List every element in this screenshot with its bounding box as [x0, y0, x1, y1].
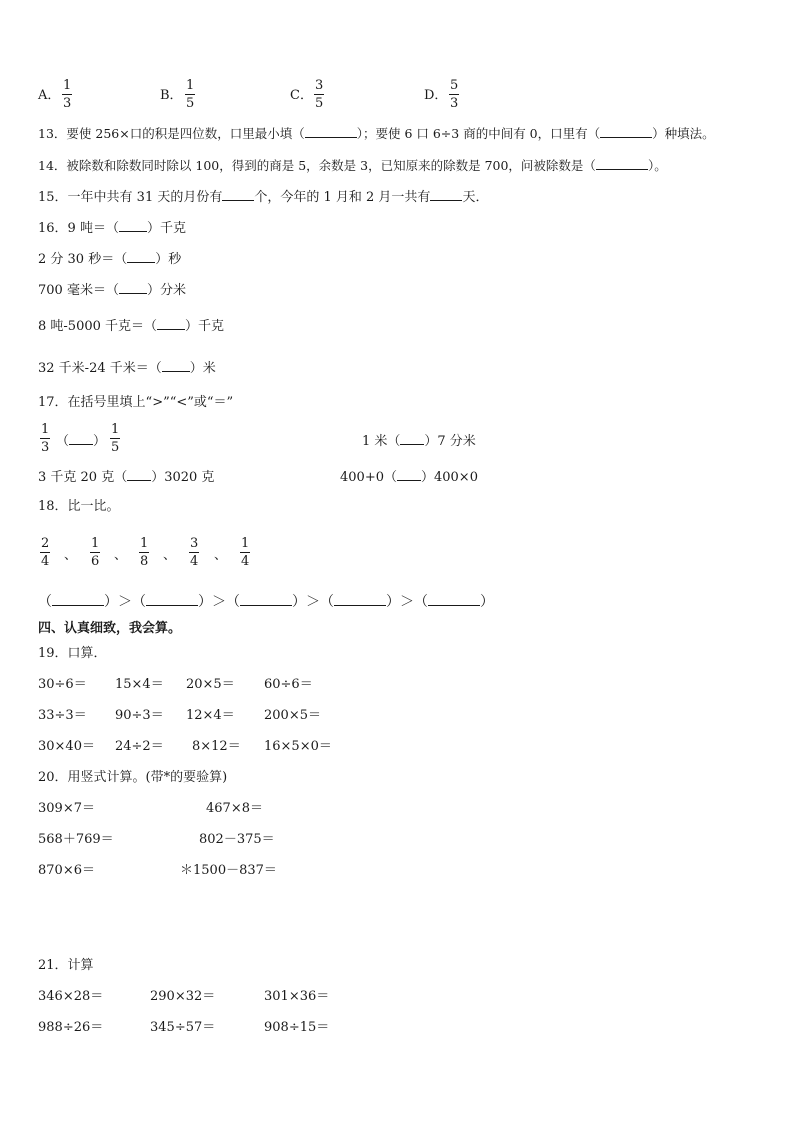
q20-title: 20．用竖式计算。(带*的要验算)	[38, 770, 228, 785]
q18-title: 18．比一比。	[38, 499, 120, 514]
q13-text-b: ）；要使 6 口 6÷3 商的中间有 0，口里有（	[356, 126, 601, 141]
greater-than: ＞	[306, 594, 320, 610]
question-15	[38, 188, 488, 206]
q19-item: 12×4＝	[186, 708, 235, 723]
q18-separator: 、	[114, 548, 128, 563]
q18-fraction-5	[240, 536, 250, 569]
q21-item: 345÷57＝	[150, 1020, 216, 1035]
q16-blank-4[interactable]	[157, 317, 185, 330]
numerator: 1	[41, 422, 50, 437]
q17-r2a-unit: ）3020 克	[151, 470, 215, 485]
q19-item: 90÷3＝	[115, 708, 164, 723]
q17-r2b-unit: ）400×0	[420, 470, 478, 485]
q13-text-c: ）种填法。	[652, 126, 715, 141]
paren-close: ）	[104, 594, 118, 610]
q17-r1b-text: 1 米（	[362, 434, 401, 449]
q21-item: 301×36＝	[264, 989, 330, 1004]
q16-l5-text: 32 千米-24 千米＝（	[38, 361, 162, 376]
q17-fraction-1	[40, 422, 50, 455]
q21-item: 346×28＝	[38, 989, 104, 1004]
paren-close: ）	[386, 594, 400, 610]
option-d-label: D．	[424, 88, 448, 103]
paren-close: ）	[292, 594, 306, 610]
q20-item: ＊1500－837＝	[180, 863, 277, 878]
numerator: 1	[241, 536, 250, 551]
option-d-fraction	[449, 78, 459, 111]
q20-item: 309×7＝	[38, 801, 95, 816]
q17-fraction-2	[110, 422, 120, 455]
q19-item: 24÷2＝	[115, 739, 164, 754]
q14-text-a: 14．被除数和除数同时除以 100，得到的商是 5，余数是 3，已知原来的除数是 700，问被除数是（	[38, 158, 596, 173]
q19-item: 60÷6＝	[264, 677, 313, 692]
q16-blank-2[interactable]	[127, 250, 155, 263]
q20-item: 467×8＝	[206, 801, 263, 816]
denominator: 8	[140, 554, 149, 569]
paren-open: （	[132, 594, 146, 610]
paren-open: （	[38, 594, 52, 610]
q18-separator: 、	[214, 548, 228, 563]
q17-compare-4	[340, 468, 478, 486]
q19-title: 19．口算．	[38, 646, 107, 661]
q16-l3-unit: ）分米	[146, 283, 186, 298]
denominator: 3	[450, 96, 459, 111]
option-c-label: C．	[290, 88, 313, 103]
denominator: 4	[241, 554, 250, 569]
q20-item: 568＋769＝	[38, 832, 114, 847]
q19-item: 15×4＝	[115, 677, 164, 692]
paren-open: （	[414, 594, 428, 610]
q21-item: 908÷15＝	[264, 1020, 330, 1035]
paren-close: ）	[93, 434, 107, 449]
q16-l5-unit: ）米	[189, 361, 216, 376]
q16-line-2	[38, 250, 181, 268]
paren-close: ）	[198, 594, 212, 610]
q15-blank-2[interactable]	[430, 188, 462, 201]
greater-than: ＞	[400, 594, 414, 610]
section-heading: 四、认真细致，我会算。	[38, 621, 182, 636]
q17-blank-3[interactable]	[127, 468, 151, 481]
q18-fraction-1	[40, 536, 50, 569]
denominator: 5	[315, 96, 324, 111]
numerator: 3	[190, 536, 199, 551]
q13-text-a: 13．要使 256×口的积是四位数，口里最小填（	[38, 126, 305, 141]
q16-l1-unit: ）千克	[146, 221, 186, 236]
denominator: 5	[111, 440, 120, 455]
question-13	[38, 125, 715, 142]
numerator: 3	[315, 78, 324, 93]
q20-item: 870×6＝	[38, 863, 95, 878]
q15-text-a: 15．一年中共有 31 天的月份有	[38, 190, 223, 205]
q16-l2-unit: ）秒	[155, 252, 182, 267]
paren-open: （	[320, 594, 334, 610]
q17-title: 17．在括号里填上“>”“<”或“＝”	[38, 395, 234, 410]
q17-r2b-text: 400+0（	[340, 470, 397, 485]
q16-line-3	[38, 281, 186, 299]
q17-compare-3	[38, 468, 214, 486]
q19-item: 200×5＝	[264, 708, 321, 723]
q19-item: 20×5＝	[186, 677, 235, 692]
q21-title: 21．计算	[38, 958, 94, 973]
q17-compare-1	[56, 432, 106, 450]
q15-text-c: 天．	[462, 190, 489, 205]
numerator: 1	[63, 78, 72, 93]
q18-order-row	[38, 593, 494, 610]
q18-separator: 、	[64, 548, 78, 563]
q16-l2-text: 2 分 30 秒＝（	[38, 252, 128, 267]
q17-r1b-unit: ）7 分米	[424, 434, 476, 449]
numerator: 1	[91, 536, 100, 551]
paren-open: （	[226, 594, 240, 610]
q17-blank-2[interactable]	[400, 432, 424, 445]
q16-l4-text: 8 吨-5000 千克＝（	[38, 319, 158, 334]
q15-blank-1[interactable]	[222, 188, 254, 201]
numerator: 1	[140, 536, 149, 551]
q16-line-1	[38, 219, 186, 237]
denominator: 4	[190, 554, 199, 569]
q18-separator: 、	[163, 548, 177, 563]
q19-item: 8×12＝	[192, 739, 241, 754]
numerator: 5	[450, 78, 459, 93]
denominator: 3	[63, 96, 72, 111]
q19-item: 33÷3＝	[38, 708, 87, 723]
q14-text-b: ）。	[647, 158, 667, 173]
denominator: 5	[186, 96, 195, 111]
q18-blank-4[interactable]	[334, 593, 386, 606]
numerator: 2	[41, 536, 50, 551]
q16-l3-text: 700 毫米＝（	[38, 283, 119, 298]
q18-fraction-4	[189, 536, 199, 569]
q16-l1-text: 16．9 吨＝（	[38, 221, 119, 236]
option-b-fraction	[185, 78, 195, 111]
q17-r2a-text: 3 千克 20 克（	[38, 470, 128, 485]
q18-blank-3[interactable]	[240, 593, 292, 606]
q18-blank-5[interactable]	[428, 593, 480, 606]
denominator: 3	[41, 440, 50, 455]
q16-blank-5[interactable]	[162, 359, 190, 372]
q17-blank-4[interactable]	[397, 468, 421, 481]
option-a-label: A．	[38, 88, 61, 103]
q16-blank-3[interactable]	[119, 281, 147, 294]
q21-item: 988÷26＝	[38, 1020, 104, 1035]
q20-item: 802－375＝	[199, 832, 275, 847]
question-14	[38, 157, 667, 174]
paren-open: （	[56, 434, 70, 449]
q21-item: 290×32＝	[150, 989, 216, 1004]
option-a-fraction	[62, 78, 72, 111]
q17-compare-2	[362, 432, 476, 450]
paren-close: ）	[480, 594, 494, 610]
q16-l4-unit: ）千克	[185, 319, 225, 334]
q16-line-4	[38, 317, 224, 335]
option-b-label: B．	[160, 88, 183, 103]
q18-blank-1[interactable]	[52, 593, 104, 606]
q18-blank-2[interactable]	[146, 593, 198, 606]
q19-item: 30×40＝	[38, 739, 95, 754]
q18-fraction-2	[90, 536, 100, 569]
greater-than: ＞	[212, 594, 226, 610]
q16-line-5	[38, 359, 216, 377]
q18-fraction-3	[139, 536, 149, 569]
denominator: 4	[41, 554, 50, 569]
denominator: 6	[91, 554, 100, 569]
q19-item: 16×5×0＝	[264, 739, 332, 754]
numerator: 1	[111, 422, 120, 437]
q13-blank-1[interactable]	[305, 125, 357, 138]
q14-blank[interactable]	[596, 157, 648, 170]
q15-text-b: 个，今年的 1 月和 2 月一共有	[254, 190, 431, 205]
q17-blank-1[interactable]	[69, 432, 93, 445]
greater-than: ＞	[118, 594, 132, 610]
q19-item: 30÷6＝	[38, 677, 87, 692]
option-c-fraction	[314, 78, 324, 111]
q16-blank-1[interactable]	[119, 219, 147, 232]
numerator: 1	[186, 78, 195, 93]
q13-blank-2[interactable]	[600, 125, 652, 138]
